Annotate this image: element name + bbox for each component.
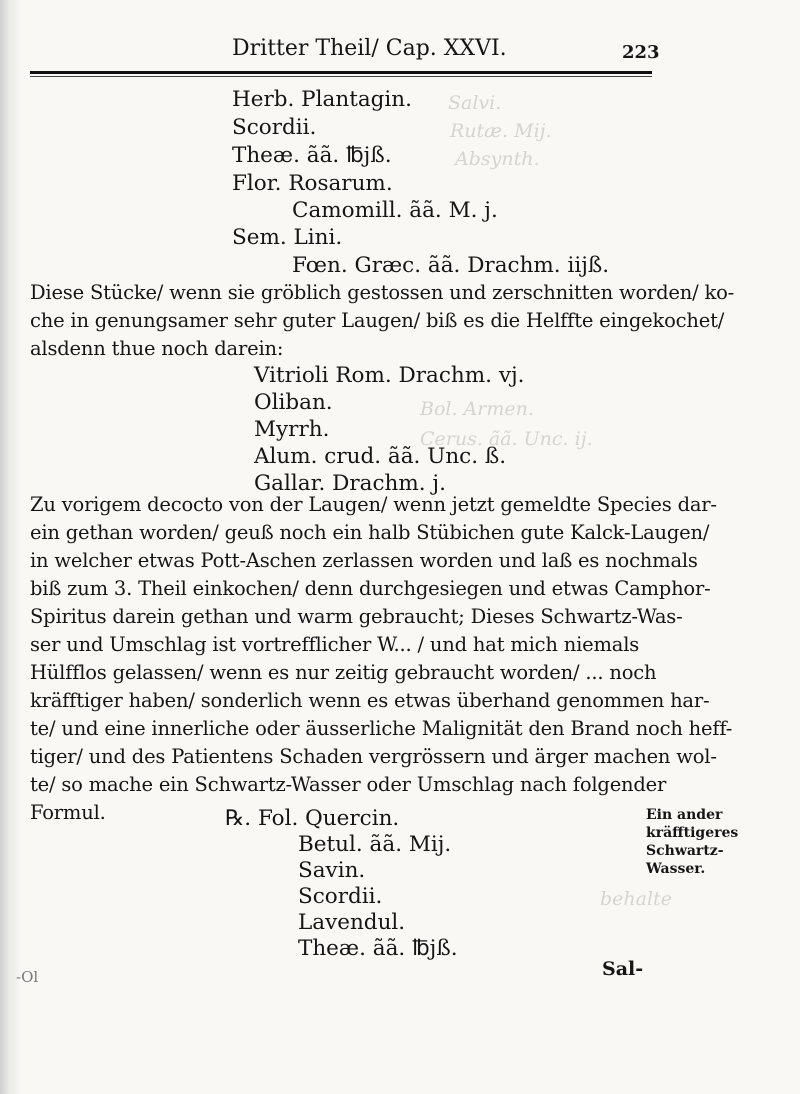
text-line: Spiritus darein gethan und warm gebraucht; Dieses Schwartz-Was-: [30, 605, 683, 628]
text-line: biß zum 3. Theil einkochen/ denn durchgesiegen und etwas Camphor-: [30, 577, 711, 600]
catchword: Sal-: [602, 958, 644, 980]
bleed-through: Salvi.: [448, 92, 502, 114]
recipe-line: Myrrh.: [254, 417, 330, 442]
bleed-through: Absynth.: [455, 148, 540, 170]
recipe-line: Camomill. ãã. M. j.: [292, 198, 498, 223]
page-number: 223: [622, 42, 660, 63]
text-line: te/ und eine innerliche oder äusserliche Malignität den Brand noch heff-: [30, 717, 733, 740]
header-rule: [30, 71, 652, 74]
page-spine-shadow: [0, 0, 22, 1094]
recipe-line: Oliban.: [254, 390, 333, 415]
text-line: Zu vorigem decocto von der Laugen/ wenn jetzt gemeldte Species dar-: [30, 493, 717, 516]
facing-page-edge-text: -Ol: [16, 968, 39, 986]
recipe-line: Herb. Plantagin.: [232, 87, 412, 112]
recipe-line: Alum. crud. ãã. Unc. ß.: [254, 444, 507, 469]
recipe-line: Vitrioli Rom. Drachm. vj.: [254, 363, 525, 388]
recipe-line: Scordii.: [232, 115, 317, 140]
margin-note-line: kräfftigeres: [646, 825, 739, 841]
recipe-line: Theæ. ãã. ℔jß.: [298, 936, 458, 961]
margin-note-line: Ein ander: [646, 807, 723, 823]
text-line: Formul.: [30, 801, 106, 824]
margin-note-line: Wasser.: [646, 861, 706, 877]
text-line: che in genungsamer sehr guter Laugen/ biß es die Helffte eingekochet/: [30, 309, 725, 332]
recipe-line: Theæ. ãã. ℔jß.: [232, 143, 392, 168]
header-rule-thin: [30, 76, 652, 77]
recipe-line: Gallar. Drachm. j.: [254, 471, 446, 496]
margin-note-line: Schwartz-: [646, 843, 724, 859]
recipe-line: Lavendul.: [298, 910, 406, 935]
text-line: Diese Stücke/ wenn sie gröblich gestossen und zerschnitten worden/ ko-: [30, 281, 735, 304]
text-line: ser und Umschlag ist vortrefflicher W... / und hat mich niemals: [30, 633, 640, 656]
bleed-through: Rutæ. Mij.: [450, 120, 552, 142]
text-line: in welcher etwas Pott-Aschen zerlassen worden und laß es nochmals: [30, 549, 698, 572]
text-line: tiger/ und des Patientens Schaden vergrössern und ärger machen wol-: [30, 745, 717, 768]
running-title: Dritter Theil/ Cap. XXVI.: [232, 36, 507, 61]
bleed-through: Bol. Armen.: [420, 398, 534, 420]
text-line: Hülfflos gelassen/ wenn es nur zeitig gebraucht worden/ ... noch: [30, 661, 657, 684]
recipe-line: Betul. ãã. Mij.: [298, 832, 452, 857]
text-line: ein gethan worden/ geuß noch ein halb Stübichen gute Kalck-Laugen/: [30, 521, 710, 544]
text-line: kräfftiger haben/ sonderlich wenn es etwas überhand genommen har-: [30, 689, 710, 712]
recipe-line: Scordii.: [298, 884, 383, 909]
recipe-line: Sem. Lini.: [232, 225, 343, 250]
recipe-line: Fœn. Græc. ãã. Drachm. iijß.: [292, 253, 610, 278]
recipe-line: ℞. Fol. Quercin.: [225, 806, 400, 831]
text-line: alsdenn thue noch darein:: [30, 337, 284, 360]
recipe-line: Flor. Rosarum.: [232, 171, 393, 196]
bleed-through: behalte: [600, 888, 672, 910]
recipe-line: Savin.: [298, 858, 366, 883]
text-line: te/ so mache ein Schwartz-Wasser oder Umschlag nach folgender: [30, 773, 667, 796]
bleed-through: Cerus. ãã. Unc. ij.: [420, 428, 593, 450]
